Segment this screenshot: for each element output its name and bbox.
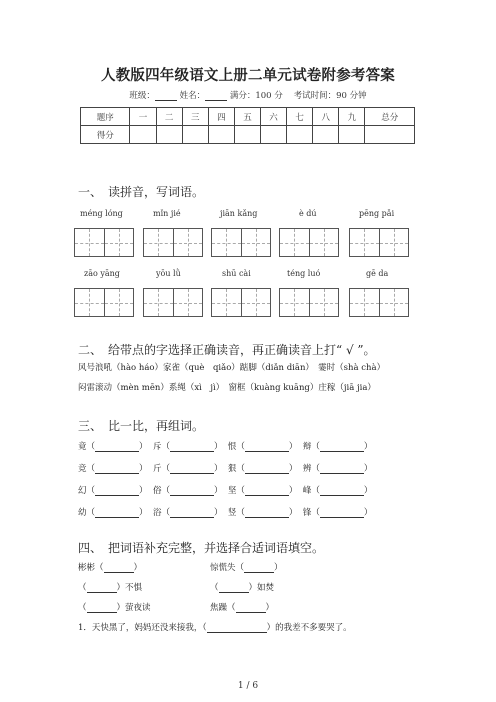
- writing-grid[interactable]: [279, 288, 339, 317]
- section-3-title: 三、 比一比，再组词。: [78, 419, 205, 433]
- idiom-blank[interactable]: [104, 563, 134, 573]
- pinyin-label: méng lóng: [80, 209, 123, 218]
- idiom-item: [210, 601, 274, 613]
- word-blank[interactable]: [170, 464, 214, 474]
- word-blank[interactable]: [320, 442, 364, 452]
- pinyin-label: shū cài: [222, 269, 251, 278]
- idiom-text: ）: [133, 563, 143, 573]
- writing-grid[interactable]: [74, 228, 134, 257]
- score-header-cell: 五: [234, 108, 260, 126]
- page-number: 1 / 6: [237, 681, 259, 691]
- pinyin-label: mǐn jié: [153, 209, 181, 218]
- class-label: 班级：: [129, 91, 155, 101]
- compare-char: 狠: [227, 464, 237, 474]
- score-cell[interactable]: [339, 126, 365, 144]
- pinyin-label: jiān kǎng: [220, 209, 258, 218]
- word-blank[interactable]: [95, 486, 139, 496]
- score-cell[interactable]: [365, 126, 415, 144]
- score-cell[interactable]: [182, 126, 208, 144]
- word-blank[interactable]: [245, 464, 289, 474]
- compare-char: 恨: [227, 442, 237, 452]
- writing-grid[interactable]: [211, 228, 271, 257]
- score-cell[interactable]: [130, 126, 156, 144]
- score-header-cell: 题序: [81, 108, 130, 126]
- compare-char: 坚: [227, 486, 237, 496]
- word-blank[interactable]: [95, 442, 139, 452]
- idiom-blank[interactable]: [87, 583, 117, 593]
- compare-char: 幻: [78, 486, 87, 496]
- score-header-cell: 七: [287, 108, 313, 126]
- score-table: [80, 107, 415, 144]
- idiom-text: 惊慌失（: [210, 563, 245, 573]
- compare-char: 竟: [78, 442, 87, 452]
- writing-grid[interactable]: [349, 228, 409, 257]
- pinyin-label: pēng pǎi: [359, 209, 395, 218]
- idiom-text: ）萤夜读: [116, 603, 151, 613]
- score-cell[interactable]: [287, 126, 313, 144]
- compare-char: 辩: [302, 442, 312, 452]
- score-header-cell: 二: [156, 108, 182, 126]
- pinyin-label: yōu lǜ: [156, 269, 181, 278]
- score-table-score-row: [81, 126, 415, 144]
- word-blank[interactable]: [170, 442, 214, 452]
- score-header-cell: 四: [208, 108, 234, 126]
- document-title: 人教版四年级语文上册二单元试卷附参考答案: [101, 67, 395, 84]
- writing-grid[interactable]: [143, 288, 203, 317]
- score-cell[interactable]: [313, 126, 339, 144]
- idiom-item: [210, 561, 283, 573]
- idiom-blank[interactable]: [236, 603, 266, 613]
- compare-char: 竖: [227, 508, 237, 518]
- compare-char: 斥: [152, 442, 162, 452]
- score-cell[interactable]: [261, 126, 287, 144]
- score-header-cell: 三: [182, 108, 208, 126]
- idiom-item: [78, 601, 151, 613]
- idiom-item: [210, 581, 274, 593]
- word-blank[interactable]: [320, 464, 364, 474]
- idiom-text: （: [210, 583, 219, 593]
- compare-char: 锋: [302, 508, 312, 518]
- word-blank[interactable]: [320, 486, 364, 496]
- idiom-blank[interactable]: [87, 603, 117, 613]
- name-label: 姓名：: [179, 91, 206, 101]
- word-blank[interactable]: [95, 508, 139, 518]
- compare-row: 幻（ ） 俗（ ） 坚（ ） 峰（ ）: [78, 486, 373, 496]
- writing-grid[interactable]: [143, 228, 203, 257]
- idiom-blank[interactable]: [219, 583, 249, 593]
- idiom-text: ）如焚: [248, 583, 275, 593]
- score-row-label: 得分: [81, 126, 130, 144]
- compare-row: 竟（ ） 斥（ ） 恨（ ） 辩（ ）: [78, 442, 373, 452]
- compare-char: 幼: [78, 508, 87, 518]
- score-header-cell: 八: [313, 108, 339, 126]
- score-cell[interactable]: [234, 126, 260, 144]
- question-text: 1．天快黑了，妈妈还没来接我，（: [78, 623, 207, 633]
- score-cell[interactable]: [156, 126, 182, 144]
- word-blank[interactable]: [320, 508, 364, 518]
- compare-char: 俗: [152, 486, 162, 496]
- idiom-text: ）不惧: [116, 583, 143, 593]
- score-header-cell: 一: [130, 108, 156, 126]
- word-blank[interactable]: [245, 508, 289, 518]
- name-blank[interactable]: [205, 91, 227, 101]
- writing-grid[interactable]: [211, 288, 271, 317]
- pinyin-label: è dú: [299, 209, 317, 218]
- reading-choice-line[interactable]: 闷雷滚动（mèn mēn）系绳（xì jì） 窗框（kuàng kuāng）庄稼（jiā jia）: [78, 383, 376, 393]
- compare-char: 竞: [78, 464, 87, 474]
- pinyin-label: zāo yāng: [84, 269, 120, 278]
- section-2-title: 二、 给带点的字选择正确读音，再正确读音上打“ √ ”。: [78, 343, 376, 357]
- answer-blank[interactable]: [207, 623, 267, 633]
- idiom-text: ）: [265, 603, 275, 613]
- class-blank[interactable]: [155, 91, 177, 101]
- reading-choice-line[interactable]: 风号浪吼（hào háo）家雀（què qiǎo）踮脚（diǎn diān） 霎时（shà chà）: [78, 363, 386, 373]
- score-cell[interactable]: [208, 126, 234, 144]
- compare-row: 竞（ ） 斤（ ） 狠（ ） 辨（ ）: [78, 464, 373, 474]
- idiom-text: ）: [274, 563, 283, 573]
- word-blank[interactable]: [245, 442, 289, 452]
- full-score-label: 满分：100 分: [229, 91, 283, 101]
- exam-info: [0, 89, 496, 101]
- compare-char: 辨: [302, 464, 312, 474]
- idiom-blank[interactable]: [244, 563, 274, 573]
- compare-char: 浴: [152, 508, 162, 518]
- writing-grid[interactable]: [74, 288, 134, 317]
- idiom-text: （: [78, 603, 87, 613]
- score-header-cell: 六: [261, 108, 287, 126]
- writing-grid[interactable]: [349, 288, 409, 317]
- score-table-header-row: [81, 108, 415, 126]
- idiom-item: [78, 581, 142, 593]
- word-blank[interactable]: [170, 508, 214, 518]
- time-label: 考试时间：90 分钟: [293, 91, 367, 101]
- score-header-cell: 总分: [365, 108, 415, 126]
- pinyin-label: gē da: [366, 269, 389, 278]
- question-text: ）的我差不多要哭了。: [266, 623, 352, 633]
- idiom-item: [78, 561, 142, 573]
- word-blank[interactable]: [170, 486, 214, 496]
- pinyin-label: téng luó: [287, 269, 321, 278]
- word-blank[interactable]: [95, 464, 139, 474]
- compare-row: 幼（ ） 浴（ ） 竖（ ） 锋（ ）: [78, 508, 373, 518]
- idiom-text: （: [78, 583, 87, 593]
- compare-char: 斤: [152, 464, 162, 474]
- compare-char: 峰: [302, 486, 312, 496]
- fill-question-1: [78, 621, 352, 633]
- section-1-title: 一、 读拼音，写词语。: [78, 185, 205, 199]
- section-4-title: 四、 把词语补充完整，并选择合适词语填空。: [78, 541, 325, 555]
- idiom-text: 焦躁（: [210, 603, 236, 613]
- writing-grid[interactable]: [279, 228, 339, 257]
- score-header-cell: 九: [339, 108, 365, 126]
- idiom-text: 彬彬（: [78, 563, 104, 573]
- word-blank[interactable]: [245, 486, 289, 496]
